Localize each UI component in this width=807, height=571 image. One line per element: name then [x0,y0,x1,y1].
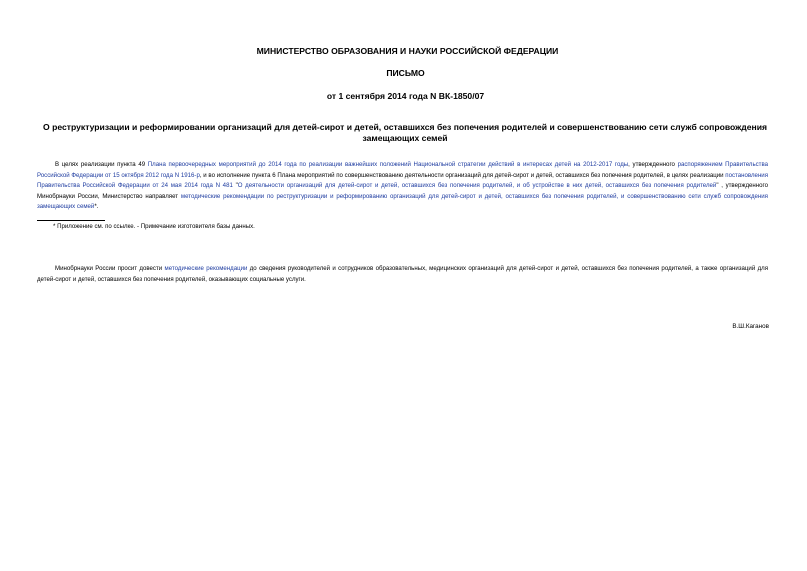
link-methodical-recommendations-full[interactable]: методические рекомендации по реструктуризации и реформированию организаций для детей-сирот и детей, оставшихся без попечения родителей, и совершенствованию сети служб сопровождения замещающих семей [37,192,768,211]
link-government-resolution-481[interactable]: постановления Правительства Российской Федерации от 24 мая 2014 года N 481 [37,171,769,190]
ministry-heading: МИНИСТЕРСТВО ОБРАЗОВАНИЯ И НАУКИ РОССИЙСКОЙ ФЕДЕРАЦИИ [256,46,559,56]
document-type-heading: ПИСЬМО [386,68,425,78]
footnote-text: * Приложение см. по ссылке. - Примечание изготовителя базы данных. [53,223,255,230]
signature: В.Ш.Каганов [732,323,769,330]
paragraph-text: , утвержденного [628,161,678,168]
document-date-number: от 1 сентября 2014 года N ВК-1850/07 [326,91,485,101]
paragraph-request [37,264,768,285]
link-national-strategy-plan[interactable]: Плана первоочередных мероприятий до 2014 года по реализации важнейших положений Национальной стратегии действий в интересах детей на 2012-2017 годы [147,161,629,168]
paragraph-text: " [232,182,238,190]
link-resolution-title[interactable]: О деятельности организаций для детей-сирот и детей, оставшихся без попечения родителей, и об устройстве в них детей, оставшихся без попечения родителей [237,182,717,190]
paragraph-text: *. [94,203,99,211]
paragraph-text: до сведения руководителей и сотрудников образовательных, медицинских организаций для детей-сирот и детей, оставшихся без попечения родителей, а также организаций для детей-сирот и детей, оставшихся без попечения родителей, оказывающих социальные услуги. [37,265,768,283]
paragraph-text: " , утвержденного Минобрнауки России, Министерство направляет [37,182,768,200]
link-government-order-1916[interactable]: распоряжением Правительства Российской Федерации от 15 октября 2012 года N 1916-р [37,161,769,179]
paragraph-text: , и во исполнение пункта 6 Плана мероприятий по совершенствованию деятельности организаций для детей-сирот и детей, оставшихся без попечения родителей, в целях реализации [199,171,726,179]
paragraph-text: Минобрнауки России просит довести [55,265,165,272]
paragraph-main [37,160,768,213]
link-methodical-recommendations[interactable]: методические рекомендации [164,265,248,272]
footnote-divider [37,220,105,221]
document-subject: О реструктуризации и реформировании организаций для детей-сирот и детей, оставшихся без попечения родителей и совершенствованию сети служб сопровождения замещающих семей [43,122,767,143]
paragraph-text: В целях реализации пункта 49 [55,161,148,168]
